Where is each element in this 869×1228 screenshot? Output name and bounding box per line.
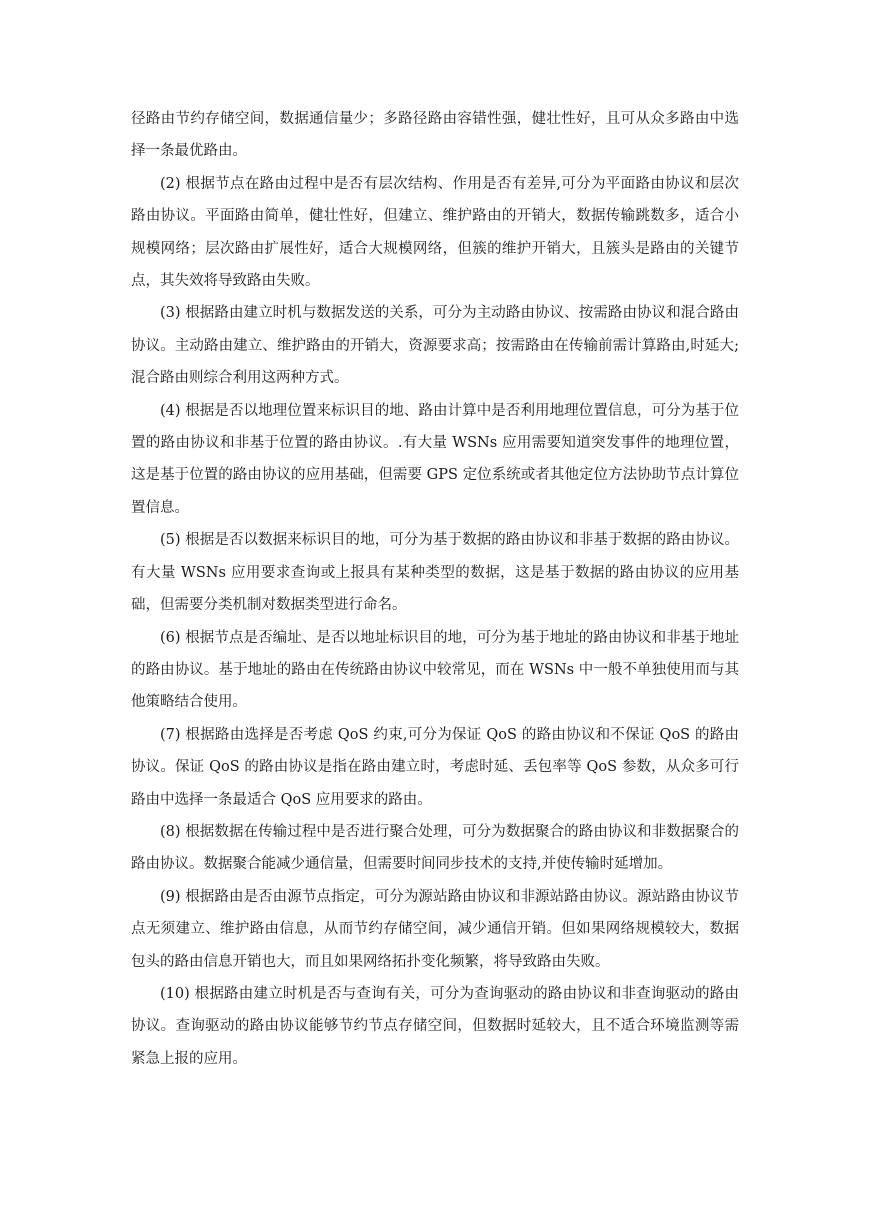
paragraph-7: (7) 根据路由选择是否考虑 QoS 约束,可分为保证 QoS 的路由协议和不保证 QoS 的路由协议。保证 QoS 的路由协议是指在路由建立时，考虑时延、丢包率等 QoS 参数，从众多可行路由中选择一条最适合 QoS 应用要求的路由。: [131, 726, 739, 808]
paragraph-5: (5) 根据是否以数据来标识目的地，可分为基于数据的路由协议和非基于数据的路由协议。有大量 WSNs 应用要求查询或上报具有某种类型的数据，这是基于数据的路由协议的应用基础，但需要分类机制对数据类型进行命名。: [131, 532, 739, 614]
paragraph-4: (4) 根据是否以地理位置来标识目的地、路由计算中是否利用地理位置信息，可分为基于位置的路由协议和非基于位置的路由协议。.有大量 WSNs 应用需要知道突发事件的地理位置，这是基于位置的路由协议的应用基础，但需要 GPS 定位系统或者其他定位方法协助节点计算位置信息。: [131, 402, 739, 516]
paragraph-3: (3) 根据路由建立时机与数据发送的关系，可分为主动路由协议、按需路由协议和混合路由协议。主动路由建立、维护路由的开销大，资源要求高；按需路由在传输前需计算路由,时延大;混合路由则综合利用这两种方式。: [131, 305, 739, 387]
paragraph-8: (8) 根据数据在传输过程中是否进行聚合处理，可分为数据聚合的路由协议和非数据聚合的路由协议。数据聚合能减少通信量，但需要时间同步技术的支持,并使传输时延增加。: [131, 823, 739, 873]
body-text: [131, 103, 739, 1075]
paragraph-9: (9) 根据路由是否由源节点指定，可分为源站路由协议和非源站路由协议。源站路由协议节点无须建立、维护路由信息，从而节约存储空间，减少通信开销。但如果网络规模较大，数据包头的路由信息开销也大，而且如果网络拓扑变化频繁，将导致路由失败。: [131, 888, 739, 970]
paragraph-continued: 径路由节约存储空间，数据通信量少；多路径路由容错性强，健壮性好，且可从众多路由中选择一条最优路由。: [131, 111, 739, 160]
paragraph-6: (6) 根据节点是否编址、是否以地址标识目的地，可分为基于地址的路由协议和非基于地址的路由协议。基于地址的路由在传统路由协议中较常见，而在 WSNs 中一般不单独使用而与其他策略结合使用。: [131, 629, 739, 711]
paragraph-2: (2) 根据节点在路由过程中是否有层次结构、作用是否有差异,可分为平面路由协议和层次路由协议。平面路由简单，健壮性好，但建立、维护路由的开销大，数据传输跳数多，适合小规模网络；层次路由扩展性好，适合大规模网络，但簇的维护开销大，且簇头是路由的关键节点，其失效将导致路由失败。: [131, 175, 739, 290]
paragraph-10: (10) 根据路由建立时机是否与查询有关，可分为查询驱动的路由协议和非查询驱动的路由协议。查询驱动的路由协议能够节约节点存储空间，但数据时延较大，且不适合环境监测等需紧急上报的应用。: [131, 985, 739, 1067]
